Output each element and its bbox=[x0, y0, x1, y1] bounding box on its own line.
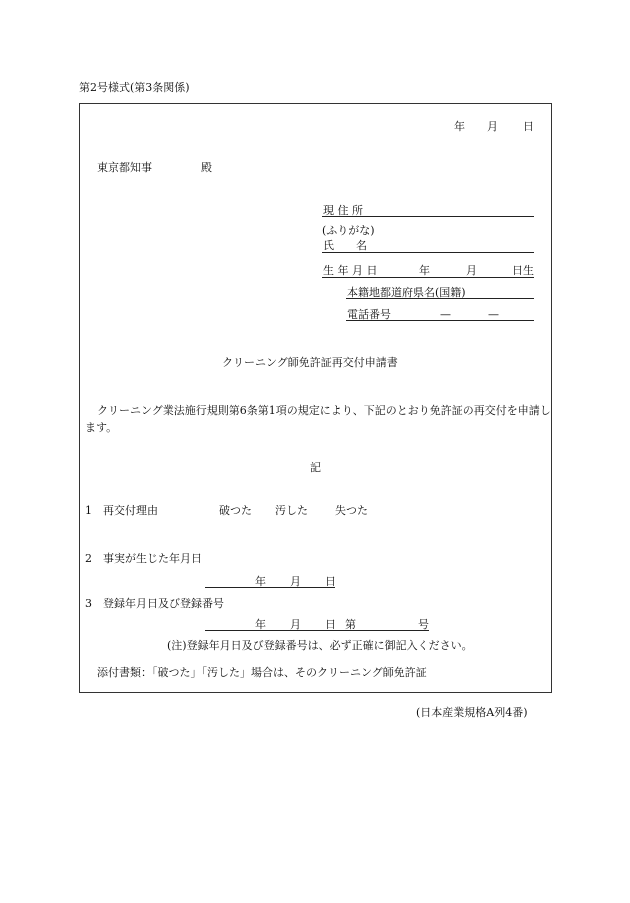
item2-line bbox=[205, 587, 335, 588]
item2-label: 事実が生じた年月日 bbox=[103, 552, 202, 565]
item3-year: 年 bbox=[255, 618, 266, 631]
item3-label: 登録年月日及び登録番号 bbox=[103, 597, 224, 610]
address-label: 現 住 所 bbox=[323, 204, 363, 217]
item3-month: 月 bbox=[290, 618, 301, 631]
date-month-label: 月 bbox=[487, 120, 498, 133]
date-day-label: 日 bbox=[523, 120, 534, 133]
phone-label: 電話番号 bbox=[347, 308, 391, 321]
furigana-label: (ふりがな) bbox=[322, 224, 375, 237]
birth-day-suffix: 日生 bbox=[512, 264, 534, 277]
phone-dash-1: — bbox=[440, 308, 451, 321]
item2-month: 月 bbox=[290, 575, 301, 588]
phone-dash-2: — bbox=[488, 308, 499, 321]
item3-day: 日 bbox=[325, 618, 336, 631]
item3-line bbox=[205, 630, 429, 631]
item1-number: 1 bbox=[85, 504, 92, 517]
item2-number: 2 bbox=[85, 552, 92, 565]
attachment-text: 添付書類：「破つた」「汚した」場合は、そのクリーニング師免許証 bbox=[97, 666, 427, 679]
date-year-label: 年 bbox=[454, 120, 465, 133]
birthdate-label: 生 年 月 日 bbox=[323, 264, 378, 277]
domicile-label: 本籍地都道府県名(国籍) bbox=[347, 286, 466, 299]
address-line bbox=[322, 216, 534, 217]
note-text: (注)登録年月日及び登録番号は、必ず正確に御記入ください。 bbox=[167, 639, 473, 652]
item2-year: 年 bbox=[255, 575, 266, 588]
form-number: 第2号様式(第3条関係) bbox=[79, 81, 190, 94]
item3-dai: 第 bbox=[345, 618, 356, 631]
reason-option-soiled: 汚した bbox=[275, 504, 308, 517]
body-text: クリーニング業法施行規則第6条第1項の規定により、下記のとおり免許証の再交付を申請します。 bbox=[85, 404, 551, 434]
name-label: 氏 名 bbox=[323, 239, 367, 252]
reason-option-torn: 破つた bbox=[219, 504, 252, 517]
item2-day: 日 bbox=[325, 575, 336, 588]
name-line bbox=[322, 252, 534, 253]
birth-year-label: 年 bbox=[419, 264, 430, 277]
reason-option-lost: 失つた bbox=[335, 504, 368, 517]
domicile-line bbox=[346, 298, 534, 299]
item3-number: 3 bbox=[85, 597, 92, 610]
item1-label: 再交付理由 bbox=[103, 504, 158, 517]
paper-size-note: (日本産業規格A列4番) bbox=[416, 706, 528, 719]
phone-line bbox=[346, 320, 534, 321]
addressee-title: 東京都知事 bbox=[97, 161, 152, 174]
birthdate-line bbox=[322, 277, 534, 278]
ki-label: 記 bbox=[310, 461, 321, 474]
birth-month-label: 月 bbox=[466, 264, 477, 277]
item3-gou: 号 bbox=[418, 618, 429, 631]
addressee-honorific: 殿 bbox=[201, 161, 212, 174]
document-title: クリーニング師免許証再交付申請書 bbox=[222, 356, 398, 369]
